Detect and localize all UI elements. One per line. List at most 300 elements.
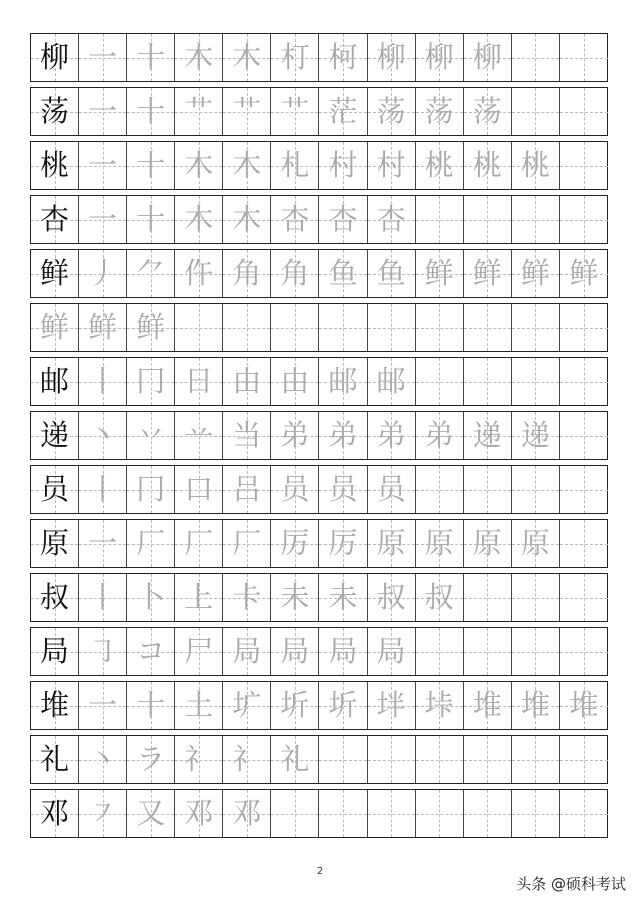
stroke-cell <box>512 736 560 783</box>
stroke-cell <box>560 304 608 351</box>
stroke-cell <box>319 34 367 81</box>
stroke-cell <box>464 520 512 567</box>
stroke-cell <box>127 682 175 729</box>
stroke-step: 一 <box>88 40 118 74</box>
stroke-step: 厉 <box>328 526 358 560</box>
stroke-step: 堆 <box>520 688 550 722</box>
stroke-step: 十 <box>136 94 166 128</box>
stroke-step: コ <box>136 634 166 668</box>
practice-row <box>30 735 608 784</box>
stroke-step: ㇆ <box>88 634 118 668</box>
practice-row <box>30 789 608 838</box>
stroke-cell <box>368 790 416 837</box>
stroke-cell <box>175 304 223 351</box>
stroke-cell <box>319 304 367 351</box>
stroke-step: 荡 <box>424 94 454 128</box>
character-cell <box>31 574 79 621</box>
stroke-cell <box>175 520 223 567</box>
stroke-step: 原 <box>424 526 454 560</box>
stroke-step: 丶 <box>88 742 118 776</box>
stroke-cell <box>512 196 560 243</box>
stroke-step: 堆 <box>569 688 599 722</box>
stroke-step: 鲜 <box>40 310 70 344</box>
model-character: 荡 <box>40 94 70 128</box>
stroke-step: 局 <box>280 634 310 668</box>
stroke-cell <box>560 574 608 621</box>
stroke-cell <box>175 142 223 189</box>
stroke-cell <box>512 574 560 621</box>
stroke-step: 杏 <box>328 202 358 236</box>
stroke-cell <box>368 574 416 621</box>
stroke-cell <box>271 142 319 189</box>
stroke-cell <box>464 196 512 243</box>
stroke-cell <box>560 196 608 243</box>
stroke-step: 鱼 <box>328 256 358 290</box>
stroke-step: 弟 <box>280 418 310 452</box>
stroke-step: 桃 <box>520 148 550 182</box>
practice-row <box>30 627 608 676</box>
stroke-step: 鲜 <box>520 256 550 290</box>
stroke-step: 木 <box>232 202 262 236</box>
practice-row <box>30 681 608 730</box>
stroke-step: 礼 <box>280 742 310 776</box>
stroke-cell <box>464 790 512 837</box>
stroke-step: 原 <box>472 526 502 560</box>
stroke-cell <box>464 574 512 621</box>
stroke-cell <box>271 196 319 243</box>
stroke-step: 柳 <box>376 40 406 74</box>
stroke-cell <box>79 466 127 513</box>
stroke-cell <box>416 466 464 513</box>
model-character: 礼 <box>40 742 70 776</box>
stroke-step: 圻 <box>280 688 310 722</box>
stroke-cell <box>319 412 367 459</box>
stroke-cell <box>271 358 319 405</box>
stroke-cell <box>368 466 416 513</box>
stroke-cell <box>79 736 127 783</box>
stroke-cell <box>223 628 271 675</box>
stroke-step: 厂 <box>184 526 214 560</box>
character-cell <box>31 142 79 189</box>
stroke-step: 木 <box>232 148 262 182</box>
stroke-cell <box>368 34 416 81</box>
character-cell <box>31 304 79 351</box>
stroke-cell <box>175 466 223 513</box>
stroke-cell <box>127 142 175 189</box>
stroke-cell <box>319 466 367 513</box>
stroke-cell <box>271 412 319 459</box>
stroke-cell <box>368 88 416 135</box>
model-character: 邮 <box>40 364 70 398</box>
stroke-step: 卜 <box>136 580 166 614</box>
stroke-cell <box>560 412 608 459</box>
stroke-cell <box>560 520 608 567</box>
stroke-cell <box>512 466 560 513</box>
stroke-step: 弟 <box>376 418 406 452</box>
stroke-step: 原 <box>520 526 550 560</box>
stroke-step: 礻 <box>184 742 214 776</box>
stroke-cell <box>175 412 223 459</box>
model-character: 柳 <box>40 40 70 74</box>
stroke-cell <box>560 250 608 297</box>
stroke-step: ラ <box>136 742 166 776</box>
stroke-step: 一 <box>88 148 118 182</box>
stroke-cell <box>416 736 464 783</box>
stroke-cell <box>560 88 608 135</box>
stroke-cell <box>223 196 271 243</box>
stroke-cell <box>512 358 560 405</box>
stroke-cell <box>560 682 608 729</box>
stroke-step: 卡 <box>232 580 262 614</box>
stroke-step: 弟 <box>328 418 358 452</box>
stroke-step: 仵 <box>184 256 214 290</box>
stroke-cell <box>416 250 464 297</box>
stroke-step: 一 <box>88 526 118 560</box>
stroke-step: ㇇ <box>88 796 118 830</box>
stroke-step: 由 <box>280 364 310 398</box>
stroke-step: 十 <box>136 40 166 74</box>
stroke-cell <box>416 196 464 243</box>
practice-row <box>30 33 608 82</box>
stroke-cell <box>175 628 223 675</box>
stroke-cell <box>416 520 464 567</box>
stroke-step: 鲜 <box>569 256 599 290</box>
model-character: 杏 <box>40 202 70 236</box>
stroke-step: 丷 <box>136 418 166 452</box>
stroke-cell <box>175 682 223 729</box>
stroke-cell <box>175 790 223 837</box>
stroke-cell <box>319 520 367 567</box>
stroke-cell <box>79 520 127 567</box>
character-cell <box>31 196 79 243</box>
stroke-cell <box>79 628 127 675</box>
stroke-step: 圻 <box>328 688 358 722</box>
model-character: 桃 <box>40 148 70 182</box>
practice-row <box>30 357 608 406</box>
stroke-cell <box>79 250 127 297</box>
stroke-cell <box>416 790 464 837</box>
stroke-step: 厉 <box>280 526 310 560</box>
stroke-cell <box>271 250 319 297</box>
stroke-step: 朾 <box>280 40 310 74</box>
stroke-step: 邮 <box>376 364 406 398</box>
stroke-cell <box>79 358 127 405</box>
stroke-step: 艹 <box>232 94 262 128</box>
stroke-cell <box>368 304 416 351</box>
stroke-step: 递 <box>472 418 502 452</box>
stroke-cell <box>319 196 367 243</box>
stroke-step: 邓 <box>232 796 262 830</box>
stroke-cell <box>223 88 271 135</box>
character-cell <box>31 412 79 459</box>
stroke-step: 柯 <box>328 40 358 74</box>
stroke-step: 荡 <box>472 94 502 128</box>
stroke-cell <box>416 88 464 135</box>
stroke-step: 厂 <box>232 526 262 560</box>
stroke-step: 圹 <box>232 688 262 722</box>
stroke-cell <box>560 358 608 405</box>
stroke-cell <box>127 88 175 135</box>
stroke-cell <box>560 790 608 837</box>
character-cell <box>31 250 79 297</box>
stroke-cell <box>464 88 512 135</box>
stroke-cell <box>79 196 127 243</box>
stroke-step: 一 <box>88 202 118 236</box>
stroke-cell <box>560 142 608 189</box>
stroke-step: 吕 <box>232 472 262 506</box>
stroke-cell <box>223 736 271 783</box>
stroke-step: 木 <box>232 40 262 74</box>
stroke-step: 桃 <box>424 148 454 182</box>
stroke-cell <box>223 250 271 297</box>
stroke-step: 局 <box>376 634 406 668</box>
stroke-step: 鲜 <box>424 256 454 290</box>
stroke-cell <box>512 88 560 135</box>
model-character: 递 <box>40 418 70 452</box>
stroke-cell <box>416 574 464 621</box>
stroke-step: 柳 <box>424 40 454 74</box>
stroke-step: 叔 <box>376 580 406 614</box>
stroke-cell <box>175 250 223 297</box>
stroke-step: 冂 <box>136 364 166 398</box>
stroke-cell <box>319 250 367 297</box>
stroke-step: 弟 <box>424 418 454 452</box>
stroke-cell <box>79 34 127 81</box>
stroke-cell <box>271 88 319 135</box>
stroke-cell <box>223 412 271 459</box>
stroke-cell <box>127 358 175 405</box>
stroke-step: 桃 <box>472 148 502 182</box>
stroke-cell <box>223 574 271 621</box>
stroke-cell <box>464 466 512 513</box>
stroke-step: 村 <box>376 148 406 182</box>
stroke-cell <box>319 628 367 675</box>
stroke-step: 日 <box>184 364 214 398</box>
practice-row <box>30 573 608 622</box>
stroke-cell <box>368 520 416 567</box>
practice-row <box>30 87 608 136</box>
stroke-cell <box>223 142 271 189</box>
stroke-step: 荡 <box>376 94 406 128</box>
stroke-cell <box>223 682 271 729</box>
practice-row <box>30 303 608 352</box>
stroke-step: 堆 <box>472 688 502 722</box>
stroke-step: 上 <box>184 580 214 614</box>
stroke-cell <box>416 628 464 675</box>
watermark: 头条 @硕科考试 <box>516 875 626 893</box>
stroke-step: 木 <box>184 40 214 74</box>
stroke-step: 一 <box>88 94 118 128</box>
stroke-cell <box>271 304 319 351</box>
stroke-step: 员 <box>280 472 310 506</box>
stroke-step: 丨 <box>88 580 118 614</box>
stroke-step: 艹 <box>184 94 214 128</box>
stroke-cell <box>319 574 367 621</box>
stroke-step: 员 <box>376 472 406 506</box>
stroke-step: 木 <box>184 202 214 236</box>
stroke-cell <box>416 34 464 81</box>
practice-row <box>30 249 608 298</box>
stroke-step: 茫 <box>328 94 358 128</box>
character-cell <box>31 736 79 783</box>
stroke-step: 角 <box>232 256 262 290</box>
stroke-cell <box>127 736 175 783</box>
writing-practice-sheet <box>30 33 608 843</box>
stroke-cell <box>271 574 319 621</box>
stroke-step: 局 <box>232 634 262 668</box>
stroke-cell <box>271 520 319 567</box>
stroke-cell <box>175 196 223 243</box>
stroke-step: 叔 <box>424 580 454 614</box>
stroke-step: 又 <box>136 796 166 830</box>
stroke-step: 村 <box>328 148 358 182</box>
stroke-cell <box>368 682 416 729</box>
stroke-cell <box>464 682 512 729</box>
stroke-cell <box>127 304 175 351</box>
stroke-step: 冂 <box>136 472 166 506</box>
stroke-step: 邓 <box>184 796 214 830</box>
stroke-step: 艹 <box>280 94 310 128</box>
practice-row <box>30 141 608 190</box>
character-cell <box>31 790 79 837</box>
stroke-step: 角 <box>280 256 310 290</box>
stroke-cell <box>512 520 560 567</box>
stroke-cell <box>416 412 464 459</box>
stroke-cell <box>560 466 608 513</box>
practice-row <box>30 195 608 244</box>
character-cell <box>31 628 79 675</box>
character-cell <box>31 520 79 567</box>
stroke-cell <box>127 466 175 513</box>
stroke-cell <box>368 196 416 243</box>
character-cell <box>31 88 79 135</box>
stroke-cell <box>464 304 512 351</box>
stroke-cell <box>368 142 416 189</box>
stroke-cell <box>319 790 367 837</box>
model-character: 叔 <box>40 580 70 614</box>
model-character: 员 <box>40 472 70 506</box>
stroke-cell <box>223 466 271 513</box>
stroke-step: 未 <box>280 580 310 614</box>
stroke-cell <box>368 358 416 405</box>
stroke-cell <box>416 358 464 405</box>
stroke-cell <box>223 790 271 837</box>
stroke-cell <box>319 358 367 405</box>
stroke-step: 丨 <box>88 364 118 398</box>
stroke-cell <box>368 250 416 297</box>
stroke-cell <box>79 304 127 351</box>
stroke-cell <box>271 466 319 513</box>
model-character: 堆 <box>40 688 70 722</box>
stroke-cell <box>271 628 319 675</box>
stroke-step: 坢 <box>376 688 406 722</box>
stroke-cell <box>560 628 608 675</box>
stroke-cell <box>416 304 464 351</box>
stroke-step: 柳 <box>472 40 502 74</box>
stroke-cell <box>512 304 560 351</box>
stroke-cell <box>127 412 175 459</box>
stroke-step: 一 <box>88 688 118 722</box>
practice-row <box>30 519 608 568</box>
stroke-step: 杏 <box>280 202 310 236</box>
stroke-cell <box>512 250 560 297</box>
stroke-step: 丶 <box>88 418 118 452</box>
stroke-cell <box>79 682 127 729</box>
stroke-cell <box>416 682 464 729</box>
stroke-step: 十 <box>136 202 166 236</box>
stroke-cell <box>512 682 560 729</box>
character-cell <box>31 358 79 405</box>
stroke-cell <box>175 574 223 621</box>
stroke-cell <box>512 34 560 81</box>
stroke-cell <box>127 196 175 243</box>
stroke-cell <box>512 412 560 459</box>
stroke-cell <box>127 790 175 837</box>
stroke-cell <box>368 412 416 459</box>
page-number: 2 <box>316 866 324 877</box>
stroke-step: 木 <box>184 148 214 182</box>
stroke-cell <box>79 88 127 135</box>
stroke-cell <box>464 250 512 297</box>
model-character: 局 <box>40 634 70 668</box>
stroke-cell <box>319 682 367 729</box>
stroke-cell <box>223 304 271 351</box>
stroke-cell <box>464 34 512 81</box>
stroke-step: 十 <box>136 148 166 182</box>
stroke-cell <box>464 358 512 405</box>
stroke-cell <box>368 628 416 675</box>
stroke-step: 十 <box>136 688 166 722</box>
stroke-step: 鲜 <box>88 310 118 344</box>
character-cell <box>31 682 79 729</box>
stroke-cell <box>127 520 175 567</box>
stroke-cell <box>79 412 127 459</box>
stroke-cell <box>560 736 608 783</box>
stroke-cell <box>368 736 416 783</box>
stroke-cell <box>223 520 271 567</box>
stroke-cell <box>127 628 175 675</box>
stroke-cell <box>271 790 319 837</box>
model-character: 原 <box>40 526 70 560</box>
stroke-cell <box>127 34 175 81</box>
stroke-step: 垰 <box>424 688 454 722</box>
stroke-cell <box>464 628 512 675</box>
stroke-step: 杏 <box>376 202 406 236</box>
stroke-step: 鲜 <box>472 256 502 290</box>
stroke-step: 䒑 <box>184 418 214 452</box>
stroke-step: 由 <box>232 364 262 398</box>
stroke-cell <box>319 142 367 189</box>
stroke-cell <box>464 412 512 459</box>
stroke-cell <box>464 736 512 783</box>
stroke-cell <box>560 34 608 81</box>
stroke-step: 土 <box>184 688 214 722</box>
stroke-step: 尸 <box>184 634 214 668</box>
stroke-cell <box>416 142 464 189</box>
stroke-cell <box>175 736 223 783</box>
stroke-cell <box>271 682 319 729</box>
stroke-cell <box>175 358 223 405</box>
stroke-cell <box>512 628 560 675</box>
practice-row <box>30 411 608 460</box>
stroke-cell <box>79 142 127 189</box>
stroke-step: 鱼 <box>376 256 406 290</box>
stroke-step: 递 <box>520 418 550 452</box>
stroke-cell <box>271 34 319 81</box>
character-cell <box>31 466 79 513</box>
stroke-cell <box>512 790 560 837</box>
stroke-cell <box>127 250 175 297</box>
